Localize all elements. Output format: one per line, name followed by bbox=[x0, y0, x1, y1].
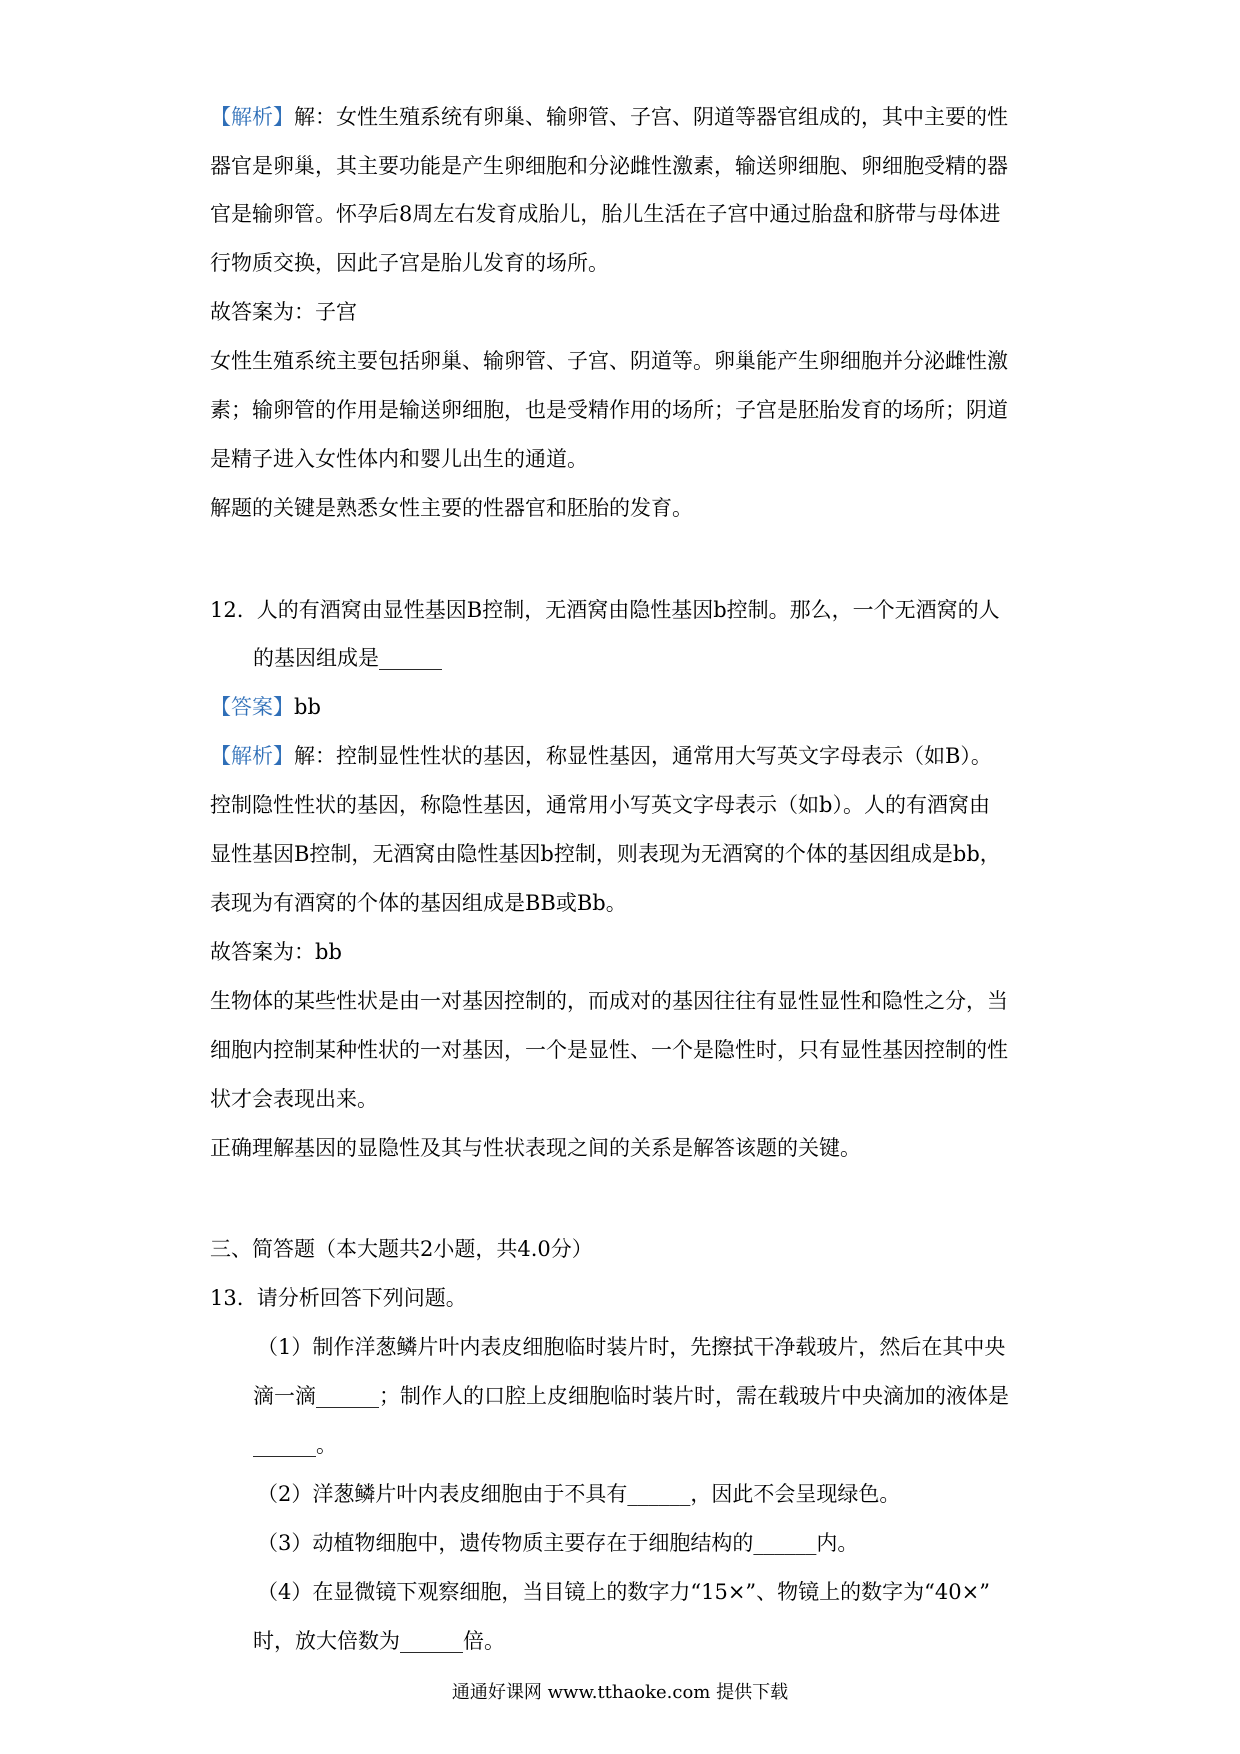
q11-note-line-1: 女性生殖系统主要包括卵巢、输卵管、子宫、阴道等。卵巢能产生卵细胞并分泌雌性激 bbox=[210, 349, 1008, 373]
q12-note-line-2: 细胞内控制某种性状的一对基因，一个是显性、一个是隐性时，只有显性基因控制的性 bbox=[210, 1038, 1008, 1062]
q13-sub1-line-2: 滴一滴______；制作人的口腔上皮细胞临时装片时，需在载玻片中央滴加的液体是 bbox=[253, 1384, 1009, 1408]
analysis-tag: 【解析】 bbox=[210, 744, 294, 768]
q12-analysis-line-1 bbox=[210, 741, 992, 771]
q11-key-line: 解题的关键是熟悉女性主要的性器官和胚胎的发育。 bbox=[210, 496, 693, 520]
q12-note-line-1: 生物体的某些性状是由一对基因控制的，而成对的基因往往有显性显性和隐性之分，当 bbox=[210, 989, 1008, 1013]
question-stem: 请分析回答下列问题。 bbox=[256, 1286, 467, 1310]
q13-sub1-line-3: ______。 bbox=[253, 1433, 337, 1457]
section-heading: 三、简答题（本大题共2小题，共4.0分） bbox=[210, 1237, 593, 1261]
q13-sub2: （2）洋葱鳞片叶内表皮细胞由于不具有______，因此不会呈现绿色。 bbox=[257, 1482, 901, 1506]
answer-value: bb bbox=[294, 695, 321, 719]
question-number: 12. bbox=[210, 598, 244, 622]
q12-key-line: 正确理解基因的显隐性及其与性状表现之间的关系是解答该题的关键。 bbox=[210, 1136, 861, 1160]
q13-sub3: （3）动植物细胞中，遗传物质主要存在于细胞结构的______内。 bbox=[257, 1531, 859, 1555]
q11-analysis-line-1 bbox=[210, 102, 1008, 132]
q11-analysis-line-2: 器官是卵巢，其主要功能是产生卵细胞和分泌雌性激素，输送卵细胞、卵细胞受精的器 bbox=[210, 154, 1008, 178]
question-number: 13. bbox=[210, 1286, 244, 1310]
q12-analysis-line-3: 显性基因B控制，无酒窝由隐性基因b控制，则表现为无酒窝的个体的基因组成是bb， bbox=[210, 842, 1001, 866]
q13-sub4-line-2: 时，放大倍数为______倍。 bbox=[253, 1629, 505, 1653]
q13-sub1-line-1: （1）制作洋葱鳞片叶内表皮细胞临时装片时，先擦拭干净载玻片，然后在其中央 bbox=[257, 1335, 1006, 1359]
q13-sub4-line-1: （4）在显微镜下观察细胞，当目镜上的数字力“15×”、物镜上的数字为“40×” bbox=[257, 1580, 990, 1604]
q12-answer-line: 故答案为：bb bbox=[210, 940, 342, 964]
q11-analysis-line-4: 行物质交换，因此子宫是胎儿发育的场所。 bbox=[210, 251, 609, 275]
q12-analysis-line-2: 控制隐性性状的基因，称隐性基因，通常用小写英文字母表示（如b）。人的有酒窝由 bbox=[210, 793, 990, 817]
page-footer: 通通好课网 www.tthaoke.com 提供下载 bbox=[451, 1682, 789, 1703]
analysis-text: 解：控制显性性状的基因，称显性基因，通常用大写英文字母表示（如B）。 bbox=[294, 744, 992, 768]
analysis-text: 解：女性生殖系统有卵巢、输卵管、子宫、阴道等器官组成的，其中主要的性 bbox=[294, 105, 1008, 129]
q12-analysis-line-4: 表现为有酒窝的个体的基因组成是BB或Bb。 bbox=[210, 891, 627, 915]
q11-note-line-2: 素；输卵管的作用是输送卵细胞，也是受精作用的场所；子宫是胚胎发育的场所；阴道 bbox=[210, 398, 1008, 422]
analysis-tag: 【解析】 bbox=[210, 105, 294, 129]
q11-analysis-line-3: 官是输卵管。怀孕后8周左右发育成胎儿，胎儿生活在子宫中通过胎盘和脐带与母体进 bbox=[210, 202, 1001, 226]
q12-stem-line-1 bbox=[210, 595, 1000, 625]
q12-stem-line-2: 的基因组成是______ bbox=[253, 646, 442, 670]
q11-note-line-3: 是精子进入女性体内和婴儿出生的通道。 bbox=[210, 447, 588, 471]
answer-tag: 【答案】 bbox=[210, 695, 294, 719]
q13-stem bbox=[210, 1283, 467, 1313]
question-stem: 人的有酒窝由显性基因B控制，无酒窝由隐性基因b控制。那么，一个无酒窝的人 bbox=[256, 598, 1000, 622]
q12-note-line-3: 状才会表现出来。 bbox=[210, 1087, 378, 1111]
q12-answer-row bbox=[210, 692, 321, 722]
q11-answer-line: 故答案为：子宫 bbox=[210, 300, 357, 324]
